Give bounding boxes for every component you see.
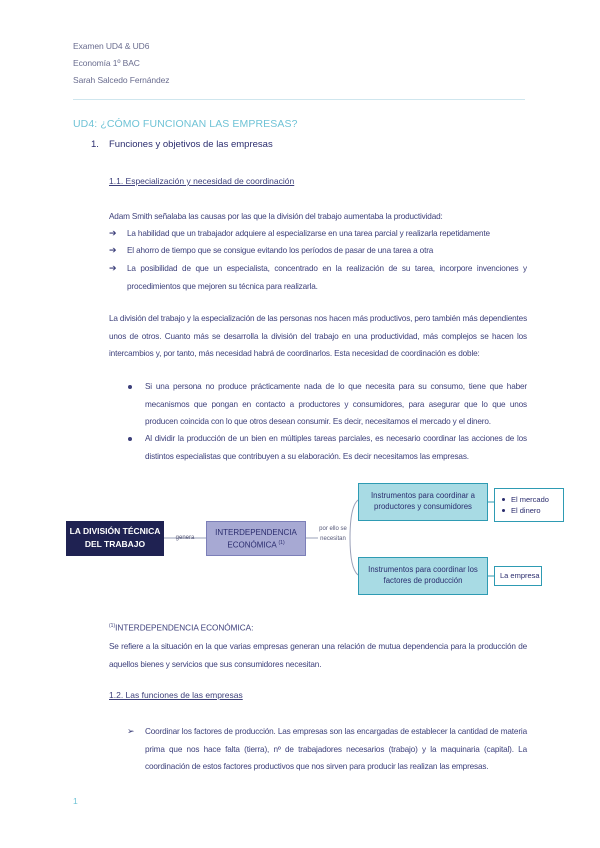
header-line-2: Economía 1º BAC: [73, 58, 140, 68]
arrow-list-item: ➔ La posibilidad de que un especialista, concentrado en la realización de su tarea, incorpore invenciones y procedimientos que mejoren su técnica para realizarla.: [127, 260, 527, 295]
unit-title: UD4: ¿CÓMO FUNCIONAN LAS EMPRESAS?: [73, 118, 298, 130]
header-line-1: Examen UD4 & UD6: [73, 41, 150, 51]
label-por-ello: por ello se necesitan: [319, 526, 347, 542]
bullet-icon: [502, 498, 505, 501]
paragraph-division-trabajo: La división del trabajo y la especialización de las personas nos hacen más productivos, pero también más dependientes unos de otros. Cuanto más se desarrolla la división del trabajo en una productividad, más complejos se hacen los intercambios y, por tanto, más necesidad habrá de coordinarlos. Esta necesidad de coordinación es doble:: [109, 314, 528, 358]
box-mercado-dinero: [494, 488, 564, 522]
section-label: Funciones y objetivos de las empresas: [109, 139, 273, 150]
arrow-right-icon: ➔: [109, 245, 117, 255]
footnote-heading: $^{(1)}$INTERDEPENDENCIA ECONÓMICA:: [109, 623, 254, 633]
intro-paragraph: Adam Smith señalaba las causas por las que la división del trabajo aumentaba la productividad:: [109, 212, 443, 221]
arrowhead-icon: ➢: [127, 726, 135, 736]
function-list-item: ➢ Coordinar los factores de producción. Las empresas son las encargadas de establecer la cantidad de materia prima que nos hace falta (tierra), nº de trabajadores necesarios (trabajo) y la maquinaria (capital). La coordinación de estos factores productivos que nos sirven para producir las realizan las empresas.: [145, 723, 527, 776]
subsection-heading-1-2: 1.2. Las funciones de las empresas: [109, 690, 243, 700]
box-instrumentos-factores: Instrumentos para coordinar los factores de producción: [358, 557, 488, 595]
bullet-icon: [502, 509, 505, 512]
box-instrumentos-mercado: Instrumentos para coordinar a productores y consumidores: [358, 483, 488, 521]
footnote-text: Se refiere a la situación en la que varias empresas generan una relación de mutua dependencia para la producción de aquellos bienes y servicios que sus consumidores necesitan.: [109, 642, 527, 669]
bullet-list-item: Si una persona no produce prácticamente nada de lo que necesita para su consumo, tiene que haber mecanismos que pongan en contacto a productores y consumidores, para asegurar que lo que unos producen coincida con lo que otros desean consumir. Es decir, necesitamos el mercado y el dinero.: [145, 378, 527, 431]
header-line-3: Sarah Salcedo Fernández: [73, 75, 170, 85]
box-la-empresa: La empresa: [494, 566, 542, 586]
list-item: El dinero: [511, 505, 563, 516]
box-division-tecnica: LA DIVISIÓN TÉCNICA DEL TRABAJO: [66, 521, 164, 556]
box-interdependencia: INTERDEPENDENCIA ECONÓMICA $^{(1)}$: [206, 521, 306, 556]
page-number: 1: [73, 796, 78, 806]
section-number: 1.: [91, 139, 99, 150]
label-genera: genera: [175, 535, 195, 541]
arrow-list-item: ➔ El ahorro de tiempo que se consigue evitando los períodos de pasar de una tarea a otra: [127, 242, 527, 260]
arrow-right-icon: ➔: [109, 263, 117, 273]
list-item: El mercado: [511, 494, 563, 505]
arrow-right-icon: ➔: [109, 228, 117, 238]
arrow-list-item: ➔ La habilidad que un trabajador adquiere al especializarse en una tarea parcial y realizarla repetidamente: [127, 225, 527, 243]
bullet-list-item: Al dividir la producción de un bien en múltiples tareas parciales, es necesario coordinar las acciones de los distintos especialistas que contribuyen a su elaboración. Es decir necesitamos las empresas.: [145, 430, 527, 465]
subsection-heading-1-1: 1.1. Especialización y necesidad de coordinación: [109, 176, 295, 186]
